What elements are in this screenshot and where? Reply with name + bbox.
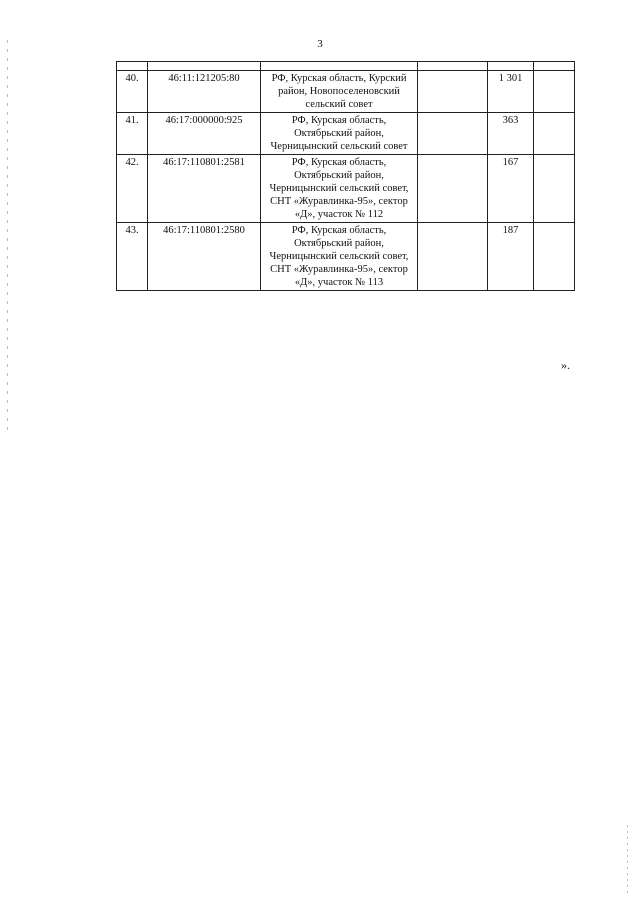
col-6 [534, 155, 575, 223]
table-row [117, 155, 575, 223]
table-header-row [117, 62, 575, 71]
cadastral-number: 46:17:110801:2581 [148, 155, 261, 223]
col-4 [418, 223, 488, 291]
plot-address: РФ, Курская область, Октябрьский район, Черницынский сельский совет, СНТ «Журавлинка-95», сектор «Д», участок № 112 [261, 155, 418, 223]
row-number: 43. [117, 223, 148, 291]
plot-area: 167 [488, 155, 534, 223]
scan-edge-left [7, 40, 8, 430]
cadastral-number: 46:17:000000:925 [148, 113, 261, 155]
col-4 [418, 113, 488, 155]
page-number: 3 [317, 38, 323, 50]
col-6 [534, 113, 575, 155]
cadastral-number: 46:11:121205:80 [148, 71, 261, 113]
plot-area: 187 [488, 223, 534, 291]
plot-area: 363 [488, 113, 534, 155]
col-4 [418, 155, 488, 223]
closing-quote-mark: ». [561, 358, 570, 372]
table-row [117, 71, 575, 113]
land-plots-table [116, 61, 575, 291]
row-number: 40. [117, 71, 148, 113]
plot-address: РФ, Курская область, Октябрьский район, Черницынский сельский совет, СНТ «Журавлинка-95», сектор «Д», участок № 113 [261, 223, 418, 291]
cadastral-number: 46:17:110801:2580 [148, 223, 261, 291]
row-number: 41. [117, 113, 148, 155]
scan-edge-right [627, 825, 628, 895]
table-row [117, 223, 575, 291]
col-6 [534, 223, 575, 291]
plot-address: РФ, Курская область, Курский район, Новопоселеновский сельский совет [261, 71, 418, 113]
plot-address: РФ, Курская область, Октябрьский район, Черницынский сельский совет [261, 113, 418, 155]
col-6 [534, 71, 575, 113]
col-4 [418, 71, 488, 113]
row-number: 42. [117, 155, 148, 223]
plot-area: 1 301 [488, 71, 534, 113]
table-row [117, 113, 575, 155]
